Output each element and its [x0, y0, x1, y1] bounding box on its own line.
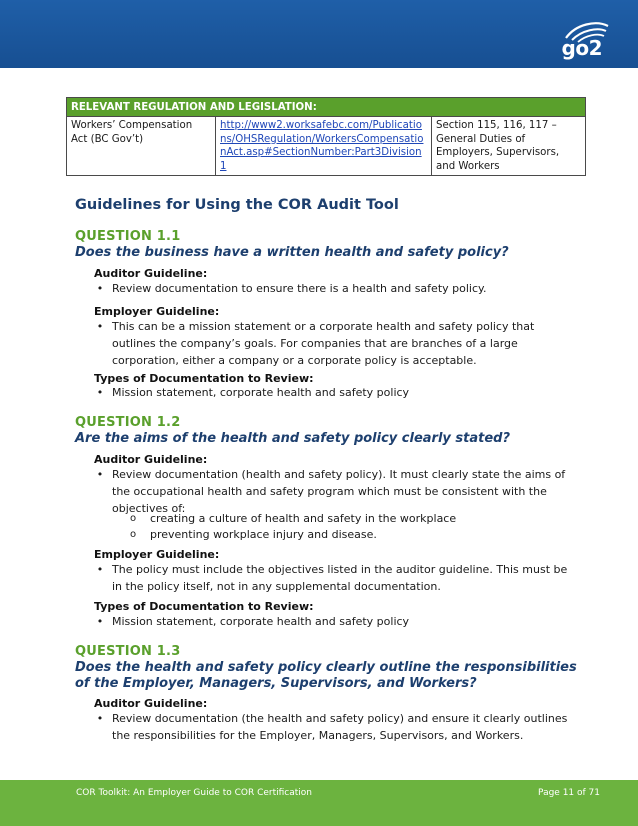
q1-docs-heading: Types of Documentation to Review: — [94, 372, 314, 385]
bullet-icon: • — [96, 563, 104, 576]
regulation-table — [66, 97, 586, 176]
q2-auditor-sub-bullet: o creating a culture of health and safety in the workplace — [130, 512, 457, 525]
go2-logo-text: go2 — [561, 36, 602, 60]
q2-docs-bullet: • Mission statement, corporate health and safety policy — [94, 613, 574, 630]
regulation-link[interactable]: http://www2.worksafebc.com/Publications/OHSRegulation/WorkersCompensationAct.asp#SectionNumber:Part3Division1 — [216, 117, 432, 176]
q1-docs-bullet: • Mission statement, corporate health and safety policy — [94, 384, 574, 401]
sub-bullet-icon: o — [130, 529, 137, 540]
question-1-3-title: Does the health and safety policy clearly outline the responsibilities of the Employer, Managers, Supervisors, and Workers? — [75, 660, 577, 691]
q2-auditor-bullet: • Review documentation (health and safety policy). It must clearly state the aims of the occupational health and safety program which must be consistent with the objectives of: — [94, 466, 574, 517]
bullet-icon: • — [96, 282, 104, 295]
question-1-2-title: Are the aims of the health and safety policy clearly stated? — [75, 431, 511, 446]
q3-auditor-heading: Auditor Guideline: — [94, 697, 208, 710]
bullet-icon: • — [96, 468, 104, 481]
question-1-1-title: Does the business have a written health and safety policy? — [75, 245, 509, 260]
question-1-3-number: QUESTION 1.3 — [75, 644, 181, 659]
regulation-heading: RELEVANT REGULATION AND LEGISLATION: — [67, 98, 586, 117]
page-footer — [0, 780, 638, 826]
q2-employer-heading: Employer Guideline: — [94, 548, 220, 561]
q1-auditor-heading: Auditor Guideline: — [94, 267, 208, 280]
bullet-icon: • — [96, 386, 104, 399]
q3-auditor-bullet: • Review documentation (the health and safety policy) and ensure it clearly outlines the responsibilities for the Employer, Managers, Supervisors, and Workers. — [94, 710, 574, 744]
question-1-2-number: QUESTION 1.2 — [75, 415, 181, 430]
regulation-act: Workers’ Compensation Act (BC Gov’t) — [67, 117, 216, 176]
question-1-1-number: QUESTION 1.1 — [75, 229, 181, 244]
sub-bullet-icon: o — [130, 513, 137, 524]
bullet-icon: • — [96, 615, 104, 628]
footer-page-number: Page 11 of 71 — [538, 788, 600, 798]
bullet-icon: • — [96, 320, 104, 333]
bullet-icon: • — [96, 712, 104, 725]
q1-employer-bullet: • This can be a mission statement or a corporate health and safety policy that outlines the company’s goals. For companies that are branches of a large corporation, either a company or a corporate policy is acceptable. — [94, 318, 574, 369]
q2-employer-bullet: • The policy must include the objectives listed in the auditor guideline. This must be in the policy itself, not in any supplemental documentation. — [94, 561, 574, 595]
q1-auditor-bullet: • Review documentation to ensure there is a health and safety policy. — [94, 280, 574, 297]
q2-auditor-heading: Auditor Guideline: — [94, 453, 208, 466]
q2-auditor-sub-bullet: o preventing workplace injury and disease. — [130, 528, 377, 541]
regulation-sections: Section 115, 116, 117 – General Duties of Employers, Supervisors, and Workers — [432, 117, 586, 176]
q2-docs-heading: Types of Documentation to Review: — [94, 600, 314, 613]
footer-document-title: COR Toolkit: An Employer Guide to COR Certification — [76, 788, 313, 798]
q1-employer-heading: Employer Guideline: — [94, 305, 220, 318]
section-title: Guidelines for Using the COR Audit Tool — [75, 197, 399, 213]
page-header — [0, 0, 638, 68]
